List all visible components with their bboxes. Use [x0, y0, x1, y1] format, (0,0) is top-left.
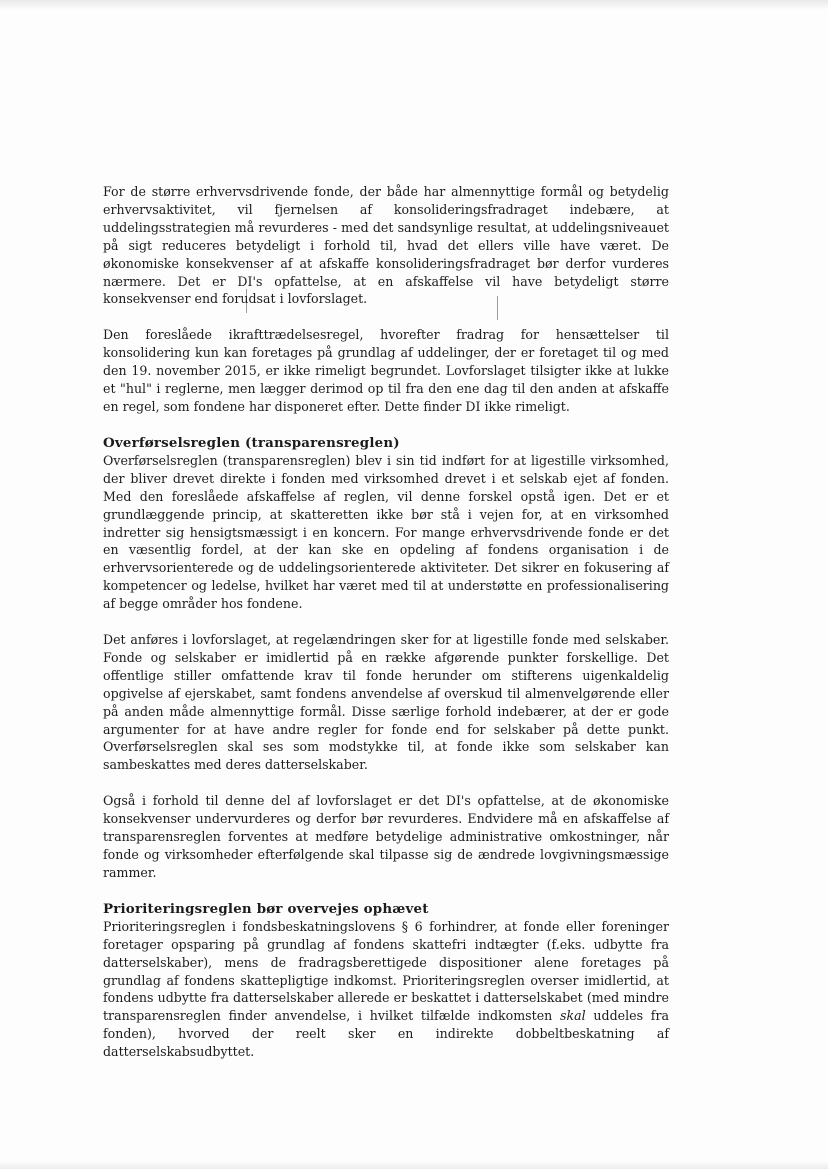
section-heading-overfoerselsreglen: Overførselsreglen (transparensreglen) — [103, 434, 400, 451]
paragraph-ikrafttraedelse: Den foreslåede ikrafttrædelsesregel, hvorefter fradrag for hensættelser til konsolidering kun kan foretages på grundlag af uddelinger, der er foretaget til og med den 19. november 2015, er ikke rimeligt begrundet. Lovforslaget tilsigter ikke at lukke et "hul" i reglerne, men lægger derimod op til fra den ene dag til den anden at afskaffe en regel, som fondene har disponeret efter. Dette finder DI ikke rimeligt. — [103, 327, 669, 414]
paragraph-overfoerselsreglen: Overførselsreglen (transparensreglen) blev i sin tid indført for at ligestille virksomhed, der bliver drevet direkte i fonden med virksomhed drevet i et selskab ejet af fonden. Med den foreslåede afskaffelse af reglen, vil denne forskel opstå igen. Det er et grundlæggende princip, at skatteretten ikke bør stå i vejen for, at en virksomhed indretter sig hensigtsmæssigt i en koncern. For mange erhvervsdrivende fonde er det en væsentlig fordel, at der kan ske en opdeling af fondens organisation i de erhvervsorienterede og de uddelingsorienterede aktiviteter. Det sikrer en fokusering af kompetencer og ledelse, hvilket har været med til at understøtte en professionalisering af begge områder hos fondene. — [103, 452, 669, 612]
document-body — [103, 183, 669, 1079]
paragraph-text-part: Prioriteringsreglen i fondsbeskatningslovens § 6 forhindrer, at fonde eller foreninger foretager opsparing på grundlag af fondens skattefri indtægter (f.eks. udbytte fra datterselskaber), mens de fradragsberettigede dispositioner alene foretages på grundlag af fondens skattepligtige indkomst. Prioriteringsreglen overser imidlertid, at fondens udbytte fra datterselskaber allerede er beskattet i datterselskabet (med mindre transparensreglen finder anvendelse, i hvilket tilfælde indkomsten — [103, 918, 669, 1024]
paragraph-text-part: uddeles fra fonden), hvorved der reelt sker en indirekte dobbeltbeskatning af datterselskabsudbyttet. — [103, 1008, 669, 1060]
emphasis-text: skal — [560, 1008, 586, 1024]
paragraph-konsolideringsfradrag: For de større erhvervsdrivende fonde, der både har almennyttige formål og betydelig erhvervsaktivitet, vil fjernelsen af konsolideringsfradraget indebære, at uddelingsstrategien må revurderes - med det sandsynlige resultat, at uddelingsniveauet på sigt reduceres betydeligt i forhold til, hvad det ellers ville have været. De økonomiske konsekvenser af at afskaffe konsolideringsfradraget bør derfor vurderes nærmere. Det er DI's opfattelse, at en afskaffelse vil have betydeligt større konsekvenser end forudsat i lovforslaget. — [103, 184, 669, 307]
scan-edge-top — [0, 0, 828, 10]
paragraph-ligestilling: Det anføres i lovforslaget, at regelændringen sker for at ligestille fonde med selskaber. Fonde og selskaber er imidlertid på en række afgørende punkter forskellige. Det offentlige stiller omfattende krav til fonde herunder om stifterens uigenkaldelig opgivelse af ejerskabet, samt fondens anvendelse af overskud til almenvelgørende eller på anden måde almennyttige formål. Disse særlige forhold indebærer, at der er gode argumenter for at have andre regler for fonde end for selskaber på dette punkt. Overførselsreglen skal ses som modstykke til, at fonde ikke som selskaber kan sambeskattes med deres datterselskaber. — [103, 632, 669, 773]
paragraph-oekonomiske-konsekvenser: Også i forhold til denne del af lovforslaget er det DI's opfattelse, at de økonomiske konsekvenser undervurderes og derfor bør revurderes. Endvidere må en afskaffelse af transparensreglen forventes at medføre betydelige administrative omkostninger, når fonde og virksomheder efterfølgende skal tilpasse sig de ændrede lovgivningsmæssige rammer. — [103, 793, 669, 880]
paragraph-prioriteringsreglen — [103, 918, 669, 1061]
section-heading-prioriteringsreglen: Prioriteringsreglen bør overvejes ophævet — [103, 900, 429, 917]
scan-edge-bottom — [0, 1161, 828, 1169]
